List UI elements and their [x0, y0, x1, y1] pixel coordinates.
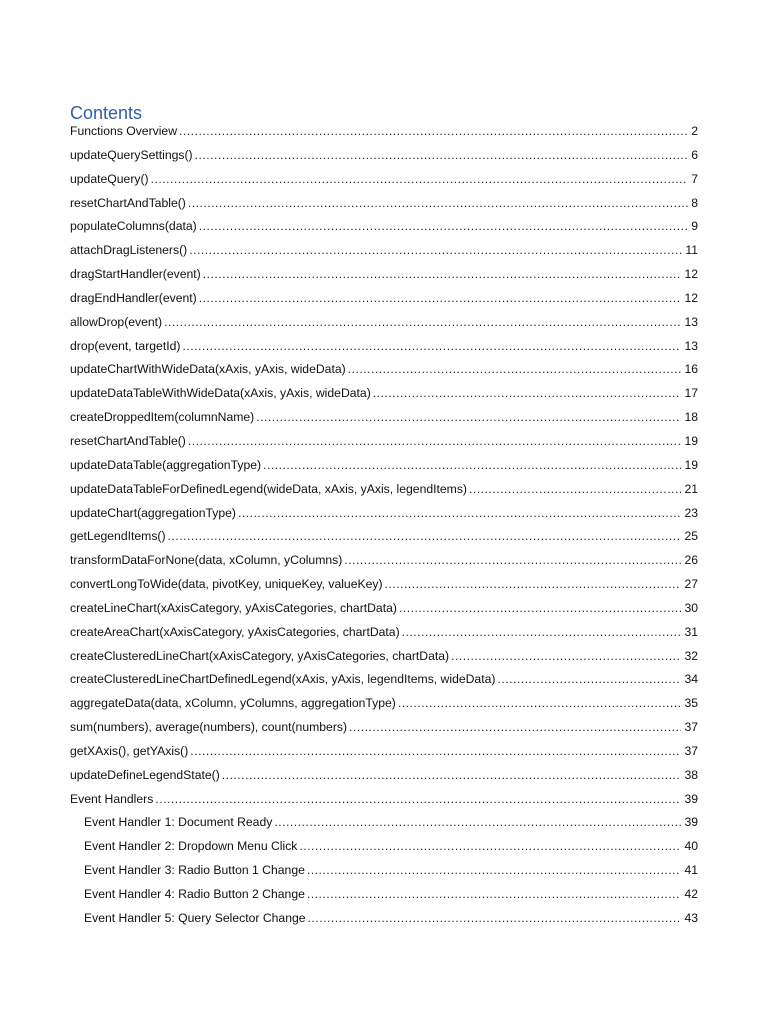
toc-dot-leader: [385, 573, 682, 597]
toc-entry-title[interactable]: aggregateData(data, xColumn, yColumns, aggregationType): [70, 696, 396, 711]
toc-entry-title[interactable]: updateDataTableForDefinedLegend(wideData, xAxis, yAxis, legendItems): [70, 481, 467, 496]
toc-dot-leader: [307, 859, 682, 883]
toc-dot-leader: [238, 502, 681, 526]
toc-entry[interactable]: [70, 120, 698, 144]
toc-dot-leader: [189, 239, 682, 263]
toc-dot-leader: [348, 358, 682, 382]
toc-page-number[interactable]: 9: [691, 219, 698, 234]
toc-page-number[interactable]: 43: [684, 910, 698, 925]
toc-entry[interactable]: [70, 311, 698, 335]
toc-dot-leader: [199, 215, 689, 239]
toc-dot-leader: [263, 454, 681, 478]
toc-entry-title[interactable]: createDroppedItem(columnName): [70, 410, 255, 425]
toc-entry[interactable]: [70, 573, 698, 597]
toc-page-number[interactable]: 40: [684, 839, 698, 854]
toc-dot-leader: [402, 621, 682, 645]
toc-entry-title[interactable]: updateQuerySettings(): [70, 147, 193, 162]
toc-page-number[interactable]: 26: [684, 553, 698, 568]
toc-entry-title[interactable]: resetChartAndTable(): [70, 433, 186, 448]
toc-entry[interactable]: [70, 192, 698, 216]
toc-entry[interactable]: [70, 478, 698, 502]
toc-page-number[interactable]: 19: [684, 433, 698, 448]
toc-dot-leader: [203, 263, 682, 287]
toc-dot-leader: [195, 144, 689, 168]
contents-heading: Contents: [70, 103, 143, 123]
toc-page-number[interactable]: 37: [684, 743, 698, 758]
toc-entry[interactable]: [70, 454, 698, 478]
toc-page-number[interactable]: 17: [684, 386, 698, 401]
toc-entry[interactable]: [70, 502, 698, 526]
toc-entry-title[interactable]: Event Handler 1: Document Ready: [84, 815, 273, 830]
toc-entry[interactable]: [70, 406, 698, 430]
toc-entry[interactable]: [70, 215, 698, 239]
toc-entry[interactable]: [70, 692, 698, 716]
toc-entry-title[interactable]: dragStartHandler(event): [70, 267, 201, 282]
toc-page-number[interactable]: 34: [684, 672, 698, 687]
toc-page-number[interactable]: 39: [684, 815, 698, 830]
toc-dot-leader: [151, 168, 689, 192]
toc-entry[interactable]: [70, 430, 698, 454]
toc-entry[interactable]: [70, 668, 698, 692]
toc-entry[interactable]: [70, 621, 698, 645]
toc-page-number[interactable]: 32: [684, 648, 698, 663]
toc-page-number[interactable]: 25: [684, 529, 698, 544]
toc-dot-leader: [256, 406, 681, 430]
toc-entry[interactable]: [70, 358, 698, 382]
toc-entry-title[interactable]: updateQuery(): [70, 171, 149, 186]
toc-entry[interactable]: [70, 788, 698, 812]
toc-subentry[interactable]: [70, 883, 698, 907]
toc-page-number[interactable]: 19: [684, 457, 698, 472]
toc-dot-leader: [497, 668, 681, 692]
toc-page-number[interactable]: 18: [684, 410, 698, 425]
toc-entry-title[interactable]: populateColumns(data): [70, 219, 197, 234]
toc-dot-leader: [344, 549, 681, 573]
toc-entry-title[interactable]: allowDrop(event): [70, 314, 163, 329]
toc-entry-title[interactable]: updateDefineLegendState(): [70, 767, 220, 782]
toc-entry[interactable]: [70, 716, 698, 740]
toc-page-number[interactable]: 7: [691, 171, 698, 186]
toc-page-number[interactable]: 13: [684, 314, 698, 329]
toc-page-number[interactable]: 6: [691, 147, 698, 162]
toc-entry-title[interactable]: sum(numbers), average(numbers), count(numbers): [70, 720, 348, 735]
toc-page-number[interactable]: 21: [684, 481, 698, 496]
toc-page-number[interactable]: 31: [684, 624, 698, 639]
toc-entry[interactable]: [70, 764, 698, 788]
toc-dot-leader: [199, 287, 682, 311]
toc-entry-title[interactable]: updateChartWithWideData(xAxis, yAxis, wideData): [70, 362, 346, 377]
toc-dot-leader: [299, 835, 681, 859]
toc-dot-leader: [155, 788, 681, 812]
toc-subentry[interactable]: [70, 859, 698, 883]
toc-dot-leader: [469, 478, 681, 502]
toc-entry-title[interactable]: createClusteredLineChart(xAxisCategory, yAxisCategories, chartData): [70, 648, 450, 663]
toc-dot-leader: [308, 907, 682, 931]
toc-entry[interactable]: [70, 549, 698, 573]
toc-dot-leader: [190, 740, 681, 764]
toc-entry-title[interactable]: Event Handler 4: Radio Button 2 Change: [84, 887, 305, 901]
toc-entry-title[interactable]: createAreaChart(xAxisCategory, yAxisCategories, chartData): [70, 624, 400, 639]
toc-dot-leader: [164, 311, 681, 335]
toc-entry-title[interactable]: Event Handlers: [70, 791, 154, 806]
toc-dot-leader: [451, 645, 681, 669]
toc-entry-title[interactable]: createClusteredLineChartDefinedLegend(xAxis, yAxis, legendItems, wideData): [70, 672, 496, 687]
toc-dot-leader: [188, 192, 688, 216]
toc-dot-leader: [188, 430, 682, 454]
toc-dot-leader: [182, 335, 681, 359]
toc-entry[interactable]: [70, 645, 698, 669]
toc-page-number[interactable]: 39: [684, 791, 698, 806]
toc-dot-leader: [274, 811, 681, 835]
toc-dot-leader: [373, 382, 682, 406]
toc-page-number[interactable]: 27: [684, 577, 698, 592]
toc-entry[interactable]: [70, 287, 698, 311]
toc-entry-title[interactable]: getLegendItems(): [70, 529, 166, 544]
toc-dot-leader: [399, 597, 682, 621]
toc-entry[interactable]: [70, 144, 698, 168]
toc-page-number[interactable]: 13: [684, 338, 698, 353]
toc-dot-leader: [398, 692, 682, 716]
toc-entry-title[interactable]: dragEndHandler(event): [70, 290, 197, 305]
toc-dot-leader: [168, 525, 682, 549]
toc-page-number[interactable]: 2: [691, 124, 698, 138]
toc-entry-title[interactable]: convertLongToWide(data, pivotKey, uniqueKey, valueKey): [70, 577, 383, 592]
toc-dot-leader: [349, 716, 681, 740]
toc-list: [70, 120, 698, 931]
toc-entry-title[interactable]: Event Handler 2: Dropdown Menu Click: [84, 839, 298, 854]
toc-dot-leader: [222, 764, 682, 788]
toc-page-number[interactable]: 42: [684, 887, 698, 901]
toc-page-number[interactable]: 11: [685, 243, 698, 258]
toc-entry[interactable]: [70, 740, 698, 764]
toc-page-number[interactable]: 37: [684, 720, 698, 735]
toc-entry-title[interactable]: updateDataTableWithWideData(xAxis, yAxis, wideData): [70, 386, 371, 401]
toc-entry[interactable]: [70, 335, 698, 359]
toc-page-number[interactable]: 8: [691, 195, 698, 210]
toc-entry-title[interactable]: getXAxis(), getYAxis(): [70, 743, 189, 758]
toc-page-number[interactable]: 30: [684, 600, 698, 615]
toc-page-number[interactable]: 41: [684, 863, 698, 878]
toc-page-number[interactable]: 23: [684, 505, 698, 520]
toc-page-number[interactable]: 12: [684, 267, 698, 282]
toc-entry[interactable]: [70, 168, 698, 192]
toc-subentry[interactable]: [70, 835, 698, 859]
toc-dot-leader: [179, 120, 688, 144]
toc-entry-title[interactable]: createLineChart(xAxisCategory, yAxisCategories, chartData): [70, 600, 397, 615]
toc-page-number[interactable]: 35: [684, 696, 698, 711]
toc-entry[interactable]: [70, 597, 698, 621]
toc-page-number[interactable]: 16: [684, 362, 698, 377]
toc-entry-title[interactable]: Event Handler 5: Query Selector Change: [84, 910, 306, 925]
toc-entry[interactable]: [70, 239, 698, 263]
toc-subentry[interactable]: [70, 907, 698, 931]
toc-page-number[interactable]: 12: [684, 290, 698, 305]
toc-entry[interactable]: [70, 263, 698, 287]
toc-entry[interactable]: [70, 382, 698, 406]
toc-entry-title[interactable]: resetChartAndTable(): [70, 195, 186, 210]
toc-entry-title[interactable]: transformDataForNone(data, xColumn, yColumns): [70, 553, 343, 568]
toc-page-number[interactable]: 38: [684, 767, 698, 782]
toc-dot-leader: [307, 883, 682, 907]
toc-entry-title[interactable]: Event Handler 3: Radio Button 1 Change: [84, 863, 305, 878]
toc-entry[interactable]: [70, 525, 698, 549]
table-of-contents: [70, 102, 698, 931]
toc-entry-title[interactable]: updateDataTable(aggregationType): [70, 457, 262, 472]
toc-entry-title[interactable]: Functions Overview: [70, 124, 178, 138]
toc-entry-title[interactable]: updateChart(aggregationType): [70, 505, 236, 520]
toc-subentry[interactable]: [70, 811, 698, 835]
toc-entry-title[interactable]: attachDragListeners(): [70, 243, 188, 258]
toc-entry-title[interactable]: drop(event, targetId): [70, 338, 181, 353]
